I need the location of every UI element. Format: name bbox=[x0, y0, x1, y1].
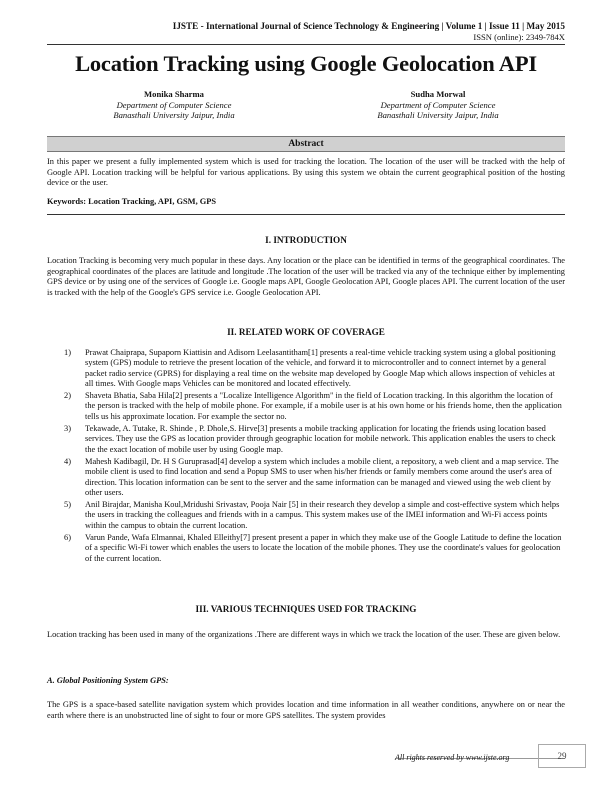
list-number: 2) bbox=[64, 391, 71, 401]
keywords: Keywords: Location Tracking, API, GSM, GPS bbox=[47, 197, 217, 206]
author-name: Monika Sharma bbox=[144, 89, 204, 99]
list-item bbox=[64, 424, 565, 455]
author-department: Department of Computer Science bbox=[380, 99, 496, 110]
section-heading-techniques: III. VARIOUS TECHNIQUES USED FOR TRACKING bbox=[195, 604, 417, 614]
list-number: 6) bbox=[64, 533, 71, 543]
journal-header bbox=[173, 21, 565, 43]
list-item bbox=[64, 457, 565, 498]
list-number: 5) bbox=[64, 500, 71, 510]
abstract-text: In this paper we present a fully implemented system which is used for tracking the location. The location of the user will be tracked with the help of Google API. Location tracking will be helpful for various applications. By using this system we obtain the current geographical position of the hosting device or the user. bbox=[47, 157, 565, 188]
list-text: Tekawade, A. Tutake, R. Shinde , P. Dhole,S. Hirve[3] presents a mobile tracking application for locating the friends using location based services. They use the GPS as location provider through geographic location for mobile network. This application enables the users to check the the exact location of mobile user by using Google map. bbox=[85, 424, 556, 454]
list-text: Mahesh Kadibagil, Dr. H S Guruprasad[4] develop a system which includes a mobile client, a repository, a web client and a map service. The mobile client is used to find location and send a Popup SMS to user when his/her friends or family members come around the user's area of direction. This location information can be sent to the server and the same information can be managed and viewed using the web client by other users. bbox=[85, 456, 559, 497]
issn: ISSN (online): 2349-784X bbox=[473, 32, 565, 42]
page-number: 29 bbox=[538, 744, 586, 768]
list-text: Anil Birajdar, Manisha Koul,Mridushi Srivastav, Pooja Nair [5] in their research they develop a simple and cost-effective system which helps the users in tracking the colleagues and friends with in a campus. This system makes use of the IMEI information and Wi-Fi access points within the campus to obtain the current location. bbox=[85, 500, 560, 530]
author-block-2 bbox=[318, 89, 558, 121]
author-name: Sudha Morwal bbox=[410, 89, 466, 99]
list-number: 4) bbox=[64, 456, 71, 466]
abstract-heading: Abstract bbox=[47, 136, 565, 152]
author-block-1 bbox=[54, 89, 294, 121]
section-heading-introduction: I. INTRODUCTION bbox=[265, 235, 347, 245]
techniques-text: Location tracking has been used in many of the organizations .There are different ways in which we track the location of the user. These are given below. bbox=[47, 630, 561, 639]
paper-title: Location Tracking using Google Geolocation API bbox=[75, 51, 537, 76]
introduction-text: Location Tracking is becoming very much popular in these days. Any location or the place can be identified in terms of the geographical coordinates. The geographical coordinates of the places are latitude and longitude .The location of the user will be tracked via any of the technique either by implementing GPS device or by using one of the services of Google i.e. Google maps API, Google Geolocation API, Google places API. The current location of the user is tracked with the help of the Google's GPS service i.e. Google Geolocation API. bbox=[47, 256, 565, 297]
author-university: Banasthali University Jaipur, India bbox=[377, 110, 499, 120]
gps-text: The GPS is a space-based satellite navigation system which provides location and time information in all weather conditions, anywhere on or near the earth where there is an unobstructed line of sight to four or more GPS satellites. The system provides bbox=[47, 700, 565, 720]
author-university: Banasthali University Jaipur, India bbox=[113, 110, 235, 120]
list-text: Varun Pande, Wafa Elmannai, Khaled Elleithy[7] present present a paper in which they make use of the Google Latitude to define the location of a specific Wi-Fi tower which enables the users to locate the location of the mobile phones. They use the coordinate's values for geolocation of the current location. bbox=[85, 533, 562, 563]
list-item bbox=[64, 348, 565, 389]
subsection-heading-gps: A. Global Positioning System GPS: bbox=[47, 676, 169, 685]
list-item bbox=[64, 391, 565, 422]
section-heading-related-work: II. RELATED WORK OF COVERAGE bbox=[227, 327, 385, 337]
footer-rights: All rights reserved by www.ijste.org bbox=[395, 753, 510, 762]
list-text: Prawat Chaiprapa, Supaporn Kiattisin and Adisorn Leelasantitham[1] presents a real-time vehicle tracking system using a global positioning system (GPS) module to retrieve the present location of the vehicle, and forward it to microcontroller and to connect internet by a general packet radio service (GPRS) for displaying a real time on the website map developed by Google Map which allows inspection of vehicles at all times. With Google maps Vehicles can be monitored and located effectively. bbox=[85, 348, 556, 388]
list-item bbox=[64, 533, 565, 564]
journal-info: IJSTE - International Journal of Science Technology & Engineering | Volume 1 | Issue 11 | May 2015 bbox=[172, 21, 565, 31]
author-department: Department of Computer Science bbox=[116, 99, 232, 110]
list-number: 1) bbox=[64, 348, 71, 357]
list-item bbox=[64, 500, 565, 531]
abstract-divider bbox=[47, 214, 565, 215]
related-work-list bbox=[64, 348, 565, 566]
list-text: Shaveta Bhatia, Saba Hila[2] presents a "Localize Intelligence Algorithm" in the field of Location tracking. In this algorithm the location of the person is tracked with the help of mobile phone. For example, if a mobile user is at his own home or his friends home, then the application tells us his approximate location. For example the sector no. bbox=[85, 391, 562, 421]
header-divider bbox=[47, 44, 565, 45]
list-number: 3) bbox=[64, 424, 71, 434]
